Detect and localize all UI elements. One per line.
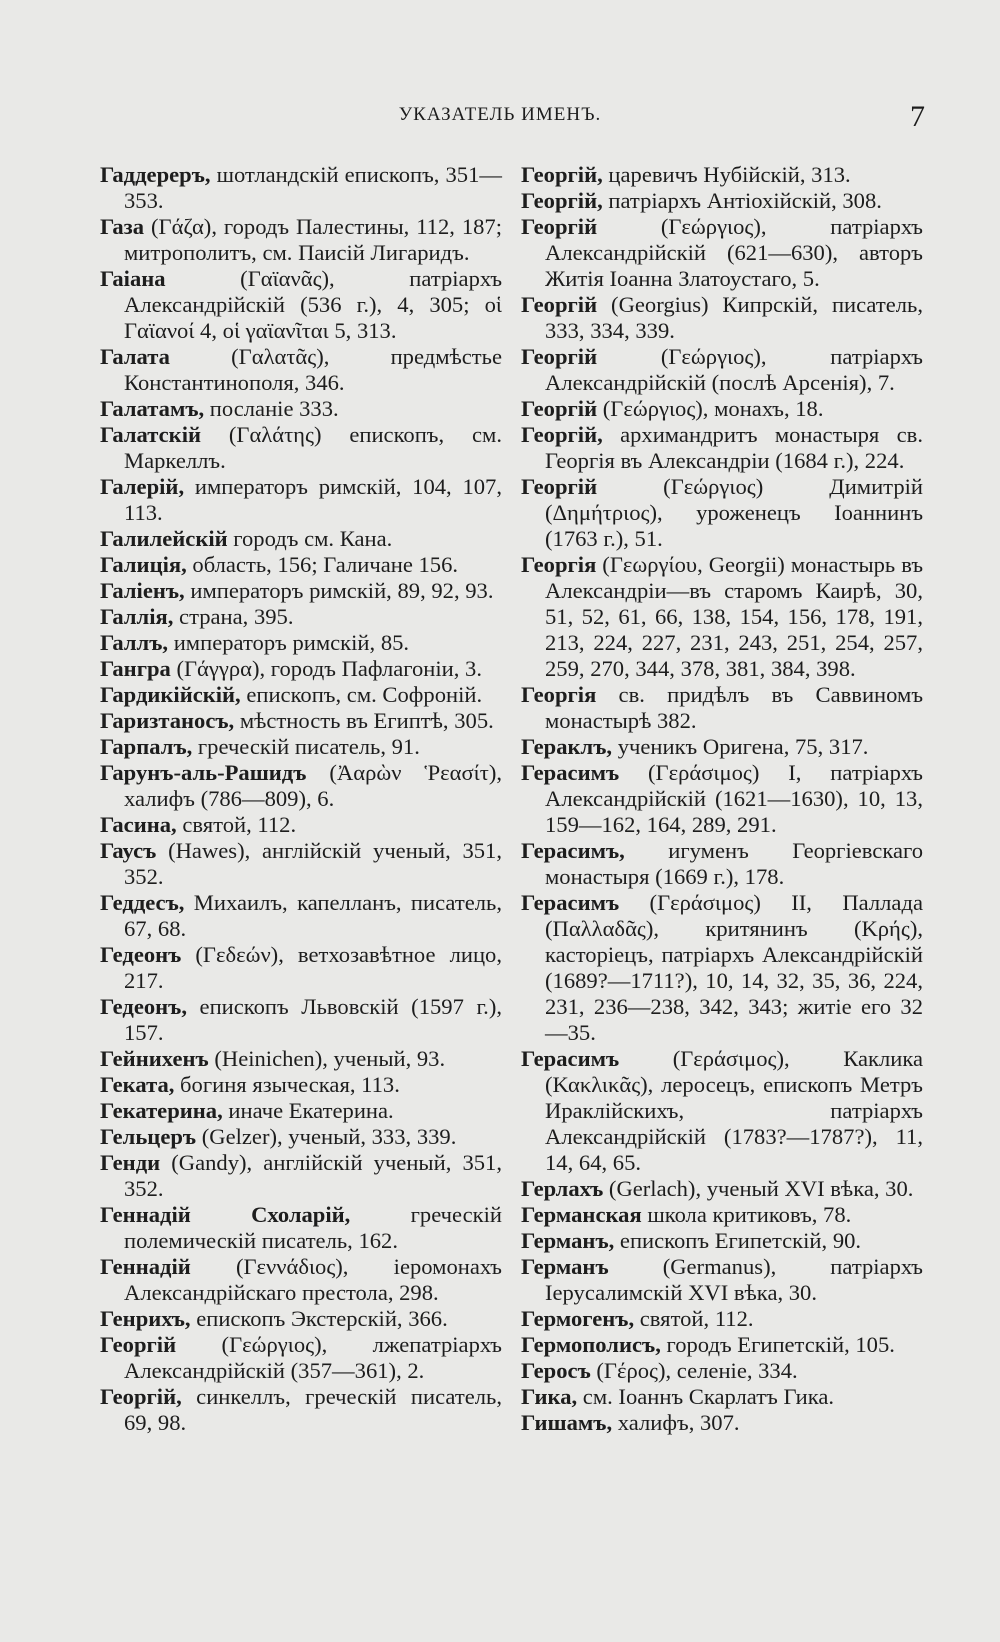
entry-text: (Γεράσιμος), Каклика (Κακλικᾶς), леросецъ, епископъ Метръ Ираклійскихъ, патріархъ Александрійскій (1783?—1787?), 11, 14, 64, 65. xyxy=(545,1046,923,1175)
entry-text: ученикъ Оригена, 75, 317. xyxy=(612,734,869,759)
entry-headword: Герасимъ, xyxy=(521,838,625,863)
index-entry xyxy=(100,1254,502,1306)
entry-headword: Герасимъ xyxy=(521,760,620,785)
entry-headword: Георгій xyxy=(100,1332,177,1357)
entry-text: святой, 112. xyxy=(634,1306,754,1331)
index-entry xyxy=(100,708,502,734)
index-entry xyxy=(100,812,502,838)
index-entry xyxy=(100,422,502,474)
index-entry xyxy=(521,344,923,396)
entry-headword: Гаусъ xyxy=(100,838,157,863)
entry-headword: Геннадій xyxy=(100,1254,191,1279)
entry-text: (Hawes), англійскій ученый, 351, 352. xyxy=(124,838,502,889)
entry-text: (Γεννάδιος), іеромонахъ Александрійскаго престола, 298. xyxy=(124,1254,502,1305)
index-column-right xyxy=(521,162,923,1436)
index-entry xyxy=(100,1072,502,1098)
running-head: УКАЗАТЕЛЬ ИМЕНЪ. xyxy=(398,104,602,125)
index-entry xyxy=(521,162,923,188)
entry-text: (Γεράσιμος) I, патріархъ Александрійскій (1621—1630), 10, 13, 159—162, 164, 289, 291. xyxy=(545,760,923,837)
index-entry xyxy=(100,604,502,630)
entry-headword: Гейнихенъ xyxy=(100,1046,209,1071)
index-entry xyxy=(521,1254,923,1306)
entry-headword: Гишамъ, xyxy=(521,1410,613,1435)
index-entry xyxy=(521,1176,923,1202)
index-entry xyxy=(100,1150,502,1202)
index-entry xyxy=(521,422,923,474)
entry-text: синкеллъ, греческій писатель, 69, 98. xyxy=(124,1384,502,1435)
entry-headword: Георгій, xyxy=(100,1384,182,1409)
index-entry xyxy=(521,1306,923,1332)
index-entry xyxy=(100,474,502,526)
entry-text: (Γάζα), городъ Палестины, 112, 187; митрополитъ, см. Паисій Лигаридъ. xyxy=(124,214,502,265)
entry-text: патріархъ Антіохійскій, 308. xyxy=(602,188,882,213)
entry-headword: Гермогенъ, xyxy=(521,1306,635,1331)
entry-headword: Георгій xyxy=(521,474,598,499)
entry-text: см. Іоаннъ Скарлатъ Гика. xyxy=(577,1384,835,1409)
entry-headword: Георгія xyxy=(521,682,597,707)
index-entry xyxy=(521,474,923,552)
index-entry xyxy=(521,682,923,734)
entry-text: архимандритъ монастыря св. Георгія въ Александріи (1684 г.), 224. xyxy=(545,422,923,473)
entry-headword: Гаіана xyxy=(100,266,166,291)
entry-headword: Геддесъ, xyxy=(100,890,185,915)
entry-headword: Галатамъ, xyxy=(100,396,205,421)
entry-text: епископъ Экстерскій, 366. xyxy=(190,1306,448,1331)
index-entry xyxy=(521,292,923,344)
index-entry xyxy=(521,188,923,214)
entry-headword: Германъ xyxy=(521,1254,609,1279)
index-entry xyxy=(521,890,923,1046)
entry-headword: Галерій, xyxy=(100,474,185,499)
index-entry xyxy=(100,396,502,422)
entry-headword: Гедеонъ, xyxy=(100,994,187,1019)
entry-text: (Γεράσιμος) II, Паллада (Παλλαδᾶς), критянинъ (Κρής), касторіецъ, патріархъ Александрійскій (1689?—1711?), 10, 14, 32, 35, 36, 224, 231, 236—238, 342, 343; житіе его 32—35. xyxy=(545,890,923,1045)
index-entry xyxy=(100,682,502,708)
entry-headword: Газа xyxy=(100,214,145,239)
entry-text: (Γεώργιος), патріархъ Александрійскій (621—630), авторъ Житія Іоанна Златоустаго, 5. xyxy=(545,214,923,291)
entry-text: иначе Екатерина. xyxy=(222,1098,394,1123)
index-entry xyxy=(100,526,502,552)
index-entry xyxy=(100,162,502,214)
index-entry xyxy=(100,578,502,604)
entry-headword: Гераклъ, xyxy=(521,734,613,759)
index-entry xyxy=(100,266,502,344)
index-entry xyxy=(521,1332,923,1358)
entry-headword: Гельцеръ xyxy=(100,1124,197,1149)
entry-headword: Георгій, xyxy=(521,422,603,447)
entry-text: (Georgius) Кипрскій, писатель, 333, 334, 339. xyxy=(545,292,923,343)
entry-headword: Герлахъ xyxy=(521,1176,604,1201)
entry-headword: Гаризтаносъ, xyxy=(100,708,235,733)
entry-headword: Гаддереръ, xyxy=(100,162,211,187)
entry-headword: Германская xyxy=(521,1202,642,1227)
entry-text: Михаилъ, капелланъ, писатель, 67, 68. xyxy=(124,890,502,941)
entry-headword: Георгій, xyxy=(521,188,603,213)
index-entry xyxy=(521,1046,923,1176)
entry-headword: Гедеонъ xyxy=(100,942,182,967)
entry-text: городъ см. Кана. xyxy=(227,526,393,551)
entry-text: (Γεώργιος), лжепатріархъ Александрійскій (357—361), 2. xyxy=(124,1332,502,1383)
entry-text: (Γεδεών), ветхозавѣтное лицо, 217. xyxy=(124,942,502,993)
entry-headword: Георгія xyxy=(521,552,597,577)
entry-headword: Германъ, xyxy=(521,1228,615,1253)
entry-text: императоръ римскій, 104, 107, 113. xyxy=(124,474,502,525)
entry-headword: Галіенъ, xyxy=(100,578,185,603)
entry-headword: Генди xyxy=(100,1150,161,1175)
index-entry xyxy=(100,1098,502,1124)
entry-headword: Геката, xyxy=(100,1072,175,1097)
index-entry xyxy=(521,214,923,292)
entry-text: богиня языческая, 113. xyxy=(174,1072,400,1097)
entry-text: (Γαλάτης) епископъ, см. Маркеллъ. xyxy=(124,422,502,473)
entry-text: (Γαλατᾶς), предмѣстье Константинополя, 346. xyxy=(124,344,502,395)
index-entry xyxy=(100,890,502,942)
entry-headword: Гасина, xyxy=(100,812,177,837)
entry-text: (Heinichen), ученый, 93. xyxy=(208,1046,446,1071)
index-entry xyxy=(100,656,502,682)
entry-text: (Gelzer), ученый, 333, 339. xyxy=(196,1124,457,1149)
page-number: 7 xyxy=(910,100,925,133)
index-entry xyxy=(100,1384,502,1436)
entry-text: греческій писатель, 91. xyxy=(192,734,420,759)
entry-headword: Гардикійскій, xyxy=(100,682,241,707)
entry-text: греческій полемическій писатель, 162. xyxy=(124,1202,502,1253)
entry-text: императоръ римскій, 85. xyxy=(168,630,410,655)
entry-text: городъ Египетскій, 105. xyxy=(660,1332,895,1357)
entry-text: (Ἀαρὼν Ῥεασίτ), халифъ (786—809), 6. xyxy=(124,760,502,811)
entry-text: шотландскій епископъ, 351—353. xyxy=(124,162,502,213)
index-entry xyxy=(521,760,923,838)
index-entry xyxy=(100,214,502,266)
entry-headword: Гангра xyxy=(100,656,171,681)
index-entry xyxy=(521,1358,923,1384)
entry-text: (Gerlach), ученый XVI вѣка, 30. xyxy=(603,1176,914,1201)
entry-text: страна, 395. xyxy=(173,604,294,629)
index-entry xyxy=(100,630,502,656)
entry-text: посланіе 333. xyxy=(204,396,339,421)
entry-headword: Гарпалъ, xyxy=(100,734,193,759)
entry-text: (Γαϊανᾶς), патріархъ Александрійскій (536 г.), 4, 305; οἱ Γαϊανοί 4, οἱ γαϊανῖται 5, 313. xyxy=(124,266,502,343)
entry-text: область, 156; Галичане 156. xyxy=(186,552,459,577)
index-entry xyxy=(100,1202,502,1254)
entry-headword: Генрихъ, xyxy=(100,1306,191,1331)
entry-text: игуменъ Георгіевскаго монастыря (1669 г.), 178. xyxy=(545,838,923,889)
entry-text: (Γέρος), селеніе, 334. xyxy=(590,1358,798,1383)
entry-text: епископъ, см. Софроній. xyxy=(240,682,483,707)
index-entry xyxy=(521,552,923,682)
entry-headword: Гика, xyxy=(521,1384,578,1409)
entry-headword: Герасимъ xyxy=(521,1046,620,1071)
index-entry xyxy=(100,552,502,578)
index-entry xyxy=(100,994,502,1046)
entry-headword: Георгій xyxy=(521,344,598,369)
entry-text: (Γεώργιος), монахъ, 18. xyxy=(597,396,824,421)
entry-headword: Галилейскій xyxy=(100,526,228,551)
entry-text: (Gandy), англійскій ученый, 351, 352. xyxy=(124,1150,502,1201)
index-entry xyxy=(100,734,502,760)
entry-text: (Γεώργιος), патріархъ Александрійскій (послѣ Арсенія), 7. xyxy=(545,344,923,395)
entry-text: (Γεώργιος) Димитрій (Δημήτριος), уроженецъ Іоаннинъ (1763 г.), 51. xyxy=(545,474,923,551)
entry-headword: Геннадій Схоларій, xyxy=(100,1202,351,1227)
entry-headword: Герасимъ xyxy=(521,890,620,915)
entry-headword: Георгій xyxy=(521,396,598,421)
entry-headword: Георгій, xyxy=(521,162,603,187)
entry-text: халифъ, 307. xyxy=(612,1410,740,1435)
entry-text: (Γεωργίου, Georgii) монастырь въ Александріи—въ старомъ Каирѣ, 30, 51, 52, 61, 66, 138, 154, 156, 178, 191, 213, 224, 227, 231, 243, 251, 254, 257, 259, 270, 344, 378, 381, 384, 398. xyxy=(545,552,923,681)
index-entry xyxy=(100,1124,502,1150)
entry-text: святой, 112. xyxy=(176,812,297,837)
entry-headword: Георгій xyxy=(521,292,598,317)
entry-text: царевичъ Нубійскій, 313. xyxy=(602,162,851,187)
entry-headword: Галиція, xyxy=(100,552,187,577)
entry-headword: Георгій xyxy=(521,214,598,239)
entry-text: школа критиковъ, 78. xyxy=(641,1202,852,1227)
entry-text: (Germanus), патріархъ Іерусалимскій XVI вѣка, 30. xyxy=(545,1254,923,1305)
entry-headword: Геросъ xyxy=(521,1358,591,1383)
index-entry xyxy=(521,838,923,890)
index-entry xyxy=(521,1228,923,1254)
index-entry xyxy=(521,734,923,760)
index-entry xyxy=(100,344,502,396)
entry-headword: Галлія, xyxy=(100,604,174,629)
entry-headword: Галата xyxy=(100,344,170,369)
index-entry xyxy=(100,1332,502,1384)
entry-headword: Гарунъ-аль-Рашидъ xyxy=(100,760,307,785)
entry-text: св. придѣлъ въ Саввиномъ монастырѣ 382. xyxy=(545,682,923,733)
entry-text: мѣстность въ Египтѣ, 305. xyxy=(234,708,494,733)
entry-headword: Гекатерина, xyxy=(100,1098,223,1123)
index-entry xyxy=(521,1384,923,1410)
entry-text: императоръ римскій, 89, 92, 93. xyxy=(184,578,494,603)
index-column-left xyxy=(100,162,502,1436)
entry-headword: Гермополисъ, xyxy=(521,1332,661,1357)
entry-headword: Галатскій xyxy=(100,422,201,447)
index-entry xyxy=(100,838,502,890)
index-entry xyxy=(521,1410,923,1436)
index-entry xyxy=(100,1046,502,1072)
entry-text: епископъ Львовскій (1597 г.), 157. xyxy=(124,994,502,1045)
index-entry xyxy=(100,942,502,994)
entry-text: епископъ Египетскій, 90. xyxy=(614,1228,862,1253)
entry-text: (Γάγγρα), городъ Пафлагоніи, 3. xyxy=(170,656,482,681)
entry-headword: Галлъ, xyxy=(100,630,169,655)
index-entry xyxy=(521,1202,923,1228)
index-entry xyxy=(100,760,502,812)
index-entry xyxy=(521,396,923,422)
index-entry xyxy=(100,1306,502,1332)
